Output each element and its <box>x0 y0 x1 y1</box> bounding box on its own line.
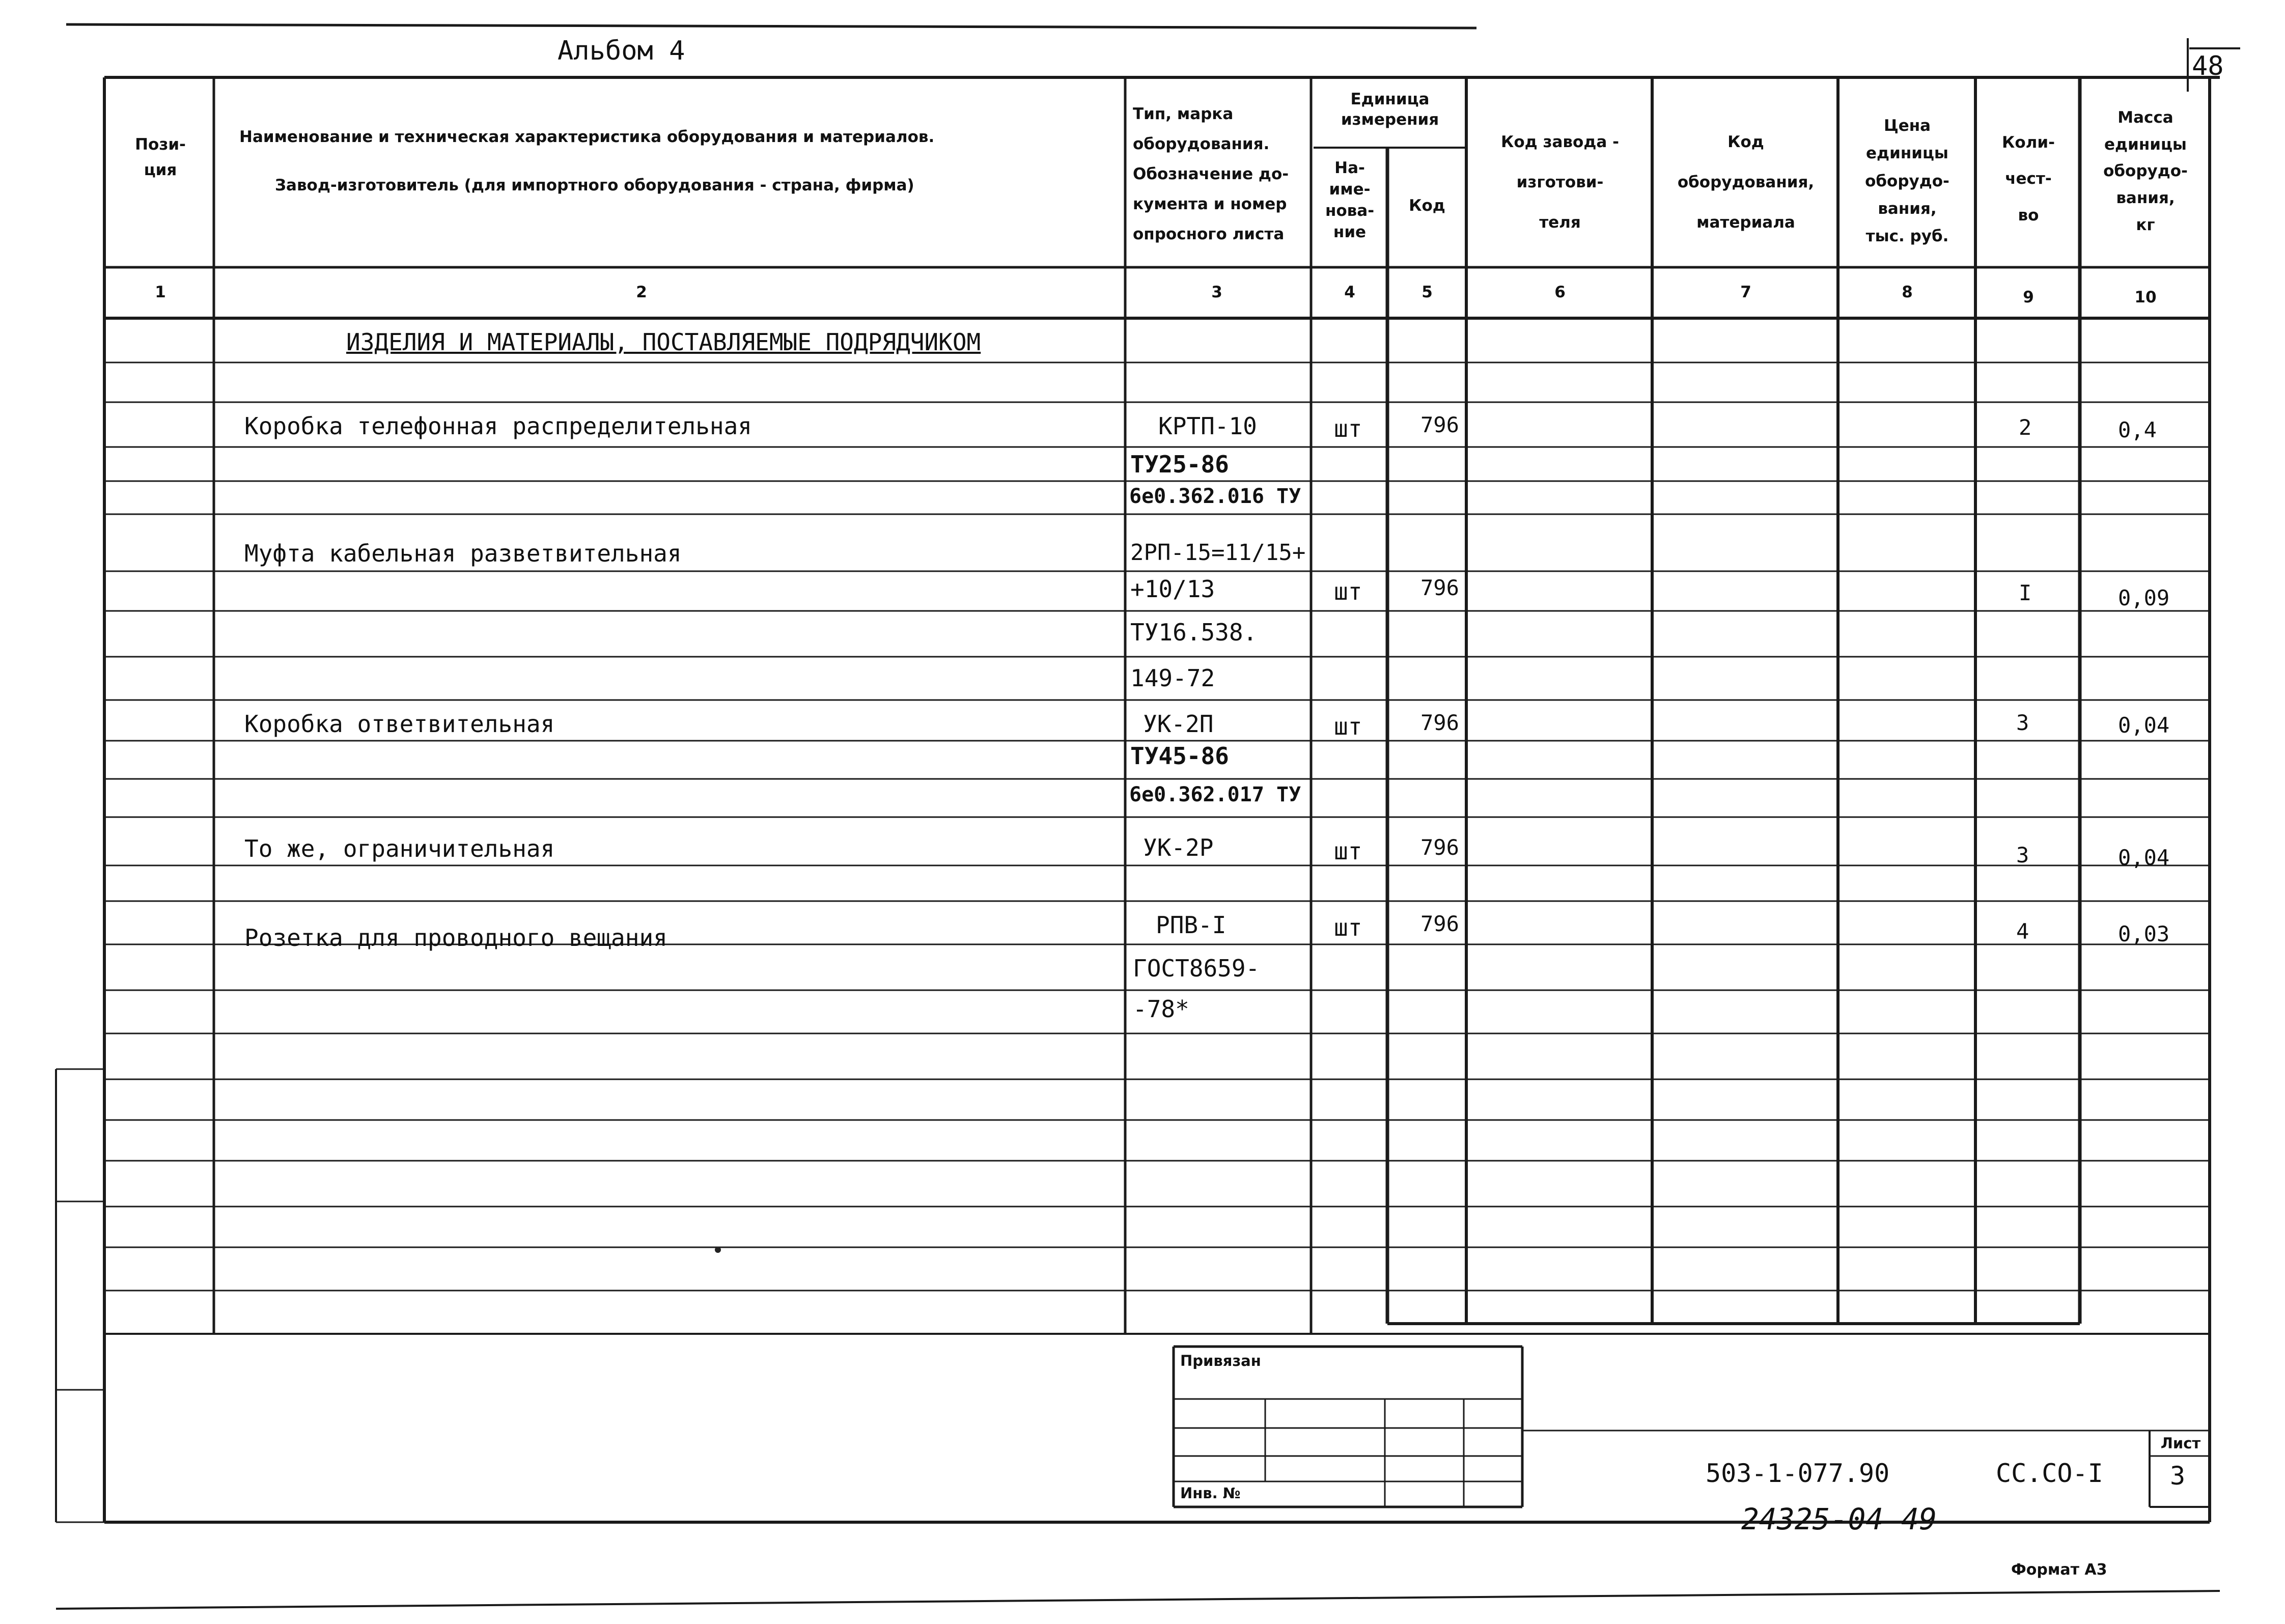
format-label: Формат А3 <box>2011 1561 2107 1579</box>
header-unit-name: На- име- нова- ние <box>1325 159 1375 241</box>
col-number-8: 8 <box>1902 283 1913 301</box>
col-number-6: 6 <box>1554 283 1566 301</box>
sheet-number: 3 <box>2170 1461 2186 1491</box>
col-number-10: 10 <box>2134 288 2157 306</box>
item-unit-code: 796 <box>1420 575 1459 600</box>
col-number-4: 4 <box>1344 283 1355 301</box>
item-name: Розетка для проводного вещания <box>244 924 667 951</box>
item-mass: 0,09 <box>2118 585 2170 610</box>
stamp-privyazan: Привязан <box>1180 1352 1261 1369</box>
item-name: То же, ограничительная <box>244 835 555 862</box>
handwritten-number: 24325-04 49 <box>1741 1502 1937 1536</box>
item-quantity: I <box>2019 580 2032 605</box>
item-name: Муфта кабельная разветвительная <box>244 540 682 567</box>
item-mass: 0,03 <box>2118 921 2170 946</box>
item-unit-code: 796 <box>1420 835 1459 860</box>
stamp-inventory-number: Инв. № <box>1180 1485 1241 1502</box>
document-mark: СС.СО-I <box>1996 1459 2103 1488</box>
item-unit: шт <box>1334 713 1362 740</box>
header-plant-code: Код завода - изготови- теля <box>1501 133 1619 232</box>
item-unit: шт <box>1334 578 1362 605</box>
item-mass: 0,4 <box>2118 417 2157 442</box>
header-name-line1: Наименование и техническая характеристика оборудования и материалов. <box>239 128 935 146</box>
album-title: Альбом 4 <box>558 36 685 66</box>
header-mass: Масса единицы оборудо- вания, кг <box>2103 108 2188 234</box>
item-type-spec: ГОСТ8659- <box>1133 955 1260 982</box>
item-type-spec-cont: 149-72 <box>1130 664 1215 692</box>
header-name-line2: Завод-изготовитель (для импортного оборудования - страна, фирма) <box>275 176 914 194</box>
col-number-7: 7 <box>1740 283 1751 301</box>
item-unit: шт <box>1334 837 1362 865</box>
header-equipment-code: Код оборудования, материала <box>1677 133 1815 232</box>
item-type-cont: +10/13 <box>1130 575 1215 603</box>
item-unit-code: 796 <box>1420 412 1459 437</box>
sheet-label: Лист <box>2160 1435 2201 1452</box>
page-number: 48 <box>2192 51 2224 81</box>
col-number-2: 2 <box>636 283 647 301</box>
section-title: ИЗДЕЛИЯ И МАТЕРИАЛЫ, ПОСТАВЛЯЕМЫЕ ПОДРЯДЧИКОМ <box>346 328 981 356</box>
header-price: Цена единицы оборудо- вания, тыс. руб. <box>1865 117 1949 245</box>
item-type-doc: 6е0.362.016 ТУ <box>1129 485 1301 508</box>
item-unit-code: 796 <box>1420 911 1459 936</box>
header-unit-code: Код <box>1409 197 1445 215</box>
item-type: УК-2П <box>1143 710 1214 738</box>
item-type: КРТП-10 <box>1158 412 1257 440</box>
col-number-1: 1 <box>155 283 166 301</box>
item-type: УК-2Р <box>1143 834 1214 861</box>
header-type: Тип, марка оборудования. Обозначение до- кумента и номер опросного листа <box>1133 105 1289 243</box>
item-name: Коробка ответвительная <box>244 710 555 738</box>
col-number-3: 3 <box>1211 283 1222 301</box>
item-quantity: 3 <box>2016 843 2029 867</box>
document-code: 503-1-077.90 <box>1706 1459 1890 1488</box>
col-number-9: 9 <box>2023 288 2034 306</box>
item-type-spec: ТУ16.538. <box>1130 619 1258 646</box>
item-mass: 0,04 <box>2118 713 2170 738</box>
item-type-spec-cont: -78* <box>1133 995 1189 1023</box>
col-number-5: 5 <box>1422 283 1433 301</box>
item-quantity: 4 <box>2016 919 2029 944</box>
item-unit-code: 796 <box>1420 710 1459 735</box>
item-mass: 0,04 <box>2118 845 2170 870</box>
item-unit: шт <box>1334 415 1362 442</box>
item-quantity: 2 <box>2019 415 2032 440</box>
header-quantity: Коли- чест- во <box>2002 133 2055 225</box>
item-type: РПВ-I <box>1156 911 1227 939</box>
item-name: Коробка телефонная распределительная <box>244 412 752 440</box>
header-position: Пози- ция <box>135 135 186 179</box>
header-unit: Единица измерения <box>1341 90 1439 129</box>
item-type-doc: 6е0.362.017 ТУ <box>1129 783 1301 806</box>
item-type-spec: ТУ25-86 <box>1130 451 1229 478</box>
item-unit: шт <box>1334 914 1362 941</box>
item-type-spec: ТУ45-86 <box>1130 742 1229 770</box>
item-quantity: 3 <box>2016 710 2029 735</box>
item-type: 2РП-15=11/15+ <box>1130 540 1306 566</box>
